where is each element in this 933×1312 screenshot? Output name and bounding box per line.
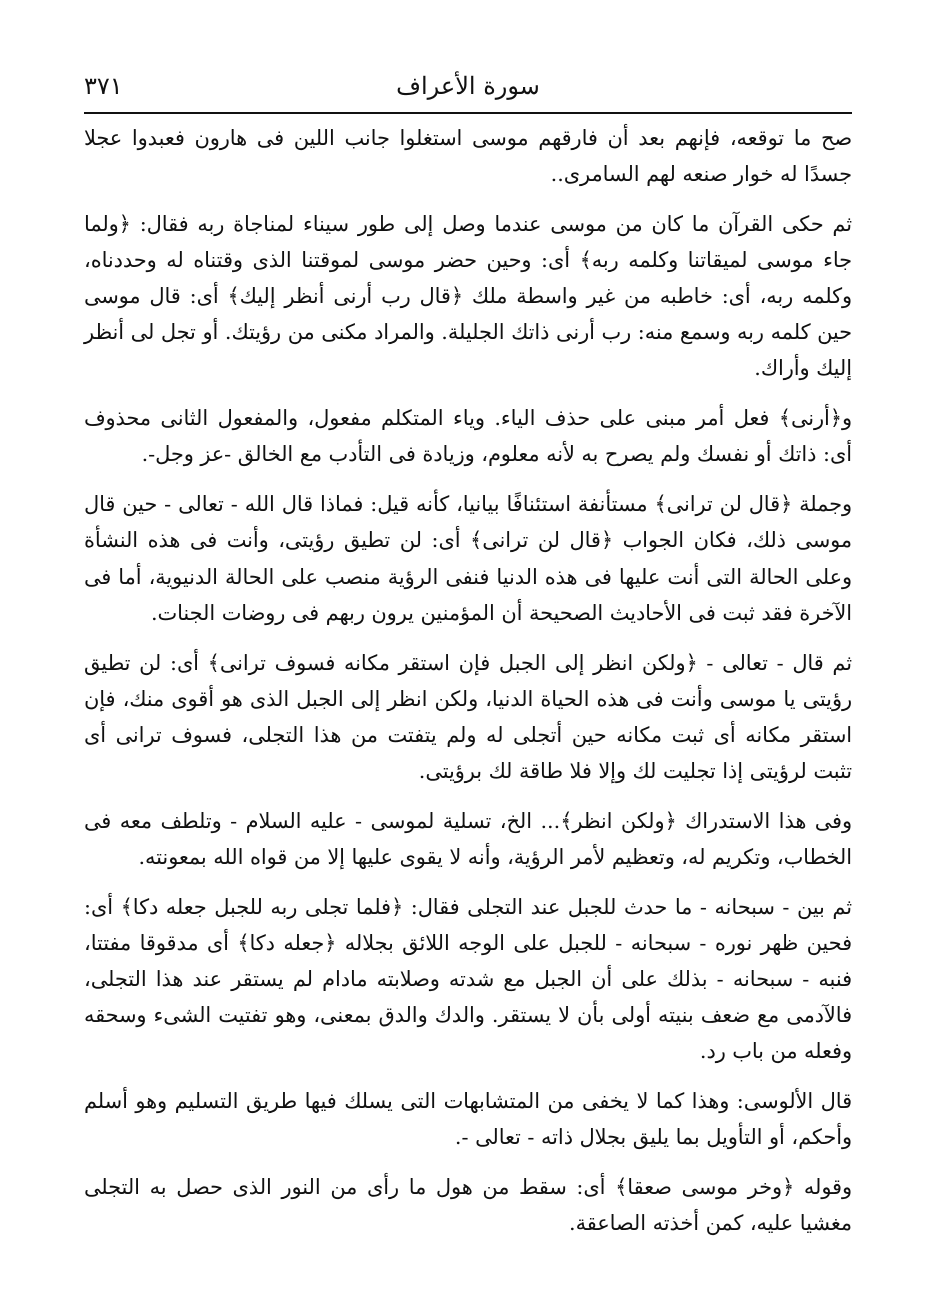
page-number: ٣٧١ bbox=[84, 72, 123, 100]
page-header bbox=[84, 64, 852, 110]
surah-title: سورة الأعراف bbox=[396, 72, 540, 100]
paragraph: و﴿أرنى﴾ فعل أمر مبنى على حذف الياء. وياء المتكلم مفعول، والمفعول الثانى محذوف أى: ذاتك أو نفسك ولم يصرح به لأنه معلوم، وزيادة فى التأدب مع الخالق -عز وجل-. bbox=[84, 406, 852, 467]
header-rule bbox=[84, 112, 852, 114]
paragraph: قال الألوسى: وهذا كما لا يخفى من المتشابهات التى يسلك فيها طريق التسليم وهو أسلم وأحكم، أو التأويل بما يليق بجلال ذاته - تعالى -. bbox=[84, 1089, 852, 1150]
paragraph: ثم حكى القرآن ما كان من موسى عندما وصل إلى طور سيناء لمناجاة ربه فقال: ﴿ولما جاء موسى لميقاتنا وكلمه ربه﴾ أى: وحين حضر موسى لموقتنا الذى وقتناه له وحددناه، وكلمه ربه، أى: خاطبه من غير واسطة ملك ﴿قال رب أرنى أنظر إليك﴾ أى: قال موسى حين كلمه ربه وسمع منه: رب أرنى ذاتك الجليلة. والمراد مكنى من رؤيتك. أو تجل لى أنظر إليك وأراك. bbox=[84, 212, 852, 381]
paragraph: وفى هذا الاستدراك ﴿ولكن انظر﴾... الخ، تسلية لموسى - عليه السلام - وتلطف معه فى الخطاب، وتكريم له، وتعظيم لأمر الرؤية، وأنه لا يقوى عليها إلا من قواه الله بمعونته. bbox=[84, 808, 852, 869]
paragraph: وجملة ﴿قال لن ترانى﴾ مستأنفة استئنافًا بيانيا، كأنه قيل: فماذا قال الله - تعالى - حين قال موسى ذلك، فكان الجواب ﴿قال لن ترانى﴾ أى: لن تطيق رؤيتى، وأنت فى هذه النشأة وعلى الحالة التى أنت عليها فى هذه الدنيا فنفى الرؤية منصب على الحالة الدنيوية، أما فى الآخرة فقد ثبت فى الأحاديث الصحيحة أن المؤمنين يرون ربهم فى روضات الجنات. bbox=[84, 492, 852, 625]
paragraph: وقوله ﴿وخر موسى صعقا﴾ أى: سقط من هول ما رأى من النور الذى حصل به التجلى مغشيا عليه، كمن أخذته الصاعقة. bbox=[84, 1175, 852, 1236]
page-body bbox=[84, 120, 852, 1255]
paragraph: ثم قال - تعالى - ﴿ولكن انظر إلى الجبل فإن استقر مكانه فسوف ترانى﴾ أى: لن تطيق رؤيتى يا موسى وأنت فى هذه الحياة الدنيا، ولكن انظر إلى الجبل الذى هو أقوى منك، فإن استقر مكانه أى ثبت مكانه حين أتجلى له ولم يتفتت من هذا التجلى، فسوف ترانى أى تثبت لرؤيتى إذا تجليت لك وإلا فلا طاقة لك برؤيتى. bbox=[84, 650, 852, 783]
paragraph: ثم بين - سبحانه - ما حدث للجبل عند التجلى فقال: ﴿فلما تجلى ربه للجبل جعله دكا﴾ أى: فحين ظهر نوره - سبحانه - للجبل على الوجه اللائق بجلاله ﴿جعله دكا﴾ أى مدقوقا مفتتا، فنبه - سبحانه - بذلك على أن الجبل مع شدته وصلابته مادام لم يستقر عند هذا التجلى، فالآدمى مع ضعف بنيته أولى بأن لا يستقر. والدك والدق بمعنى، وهو تفتيت الشىء وسحقه وفعله من باب رد. bbox=[84, 894, 852, 1064]
paragraph: صح ما توقعه، فإنهم بعد أن فارقهم موسى استغلوا جانب اللين فى هارون فعبدوا عجلا جسدًا له خوار صنعه لهم السامرى.. bbox=[84, 126, 852, 187]
